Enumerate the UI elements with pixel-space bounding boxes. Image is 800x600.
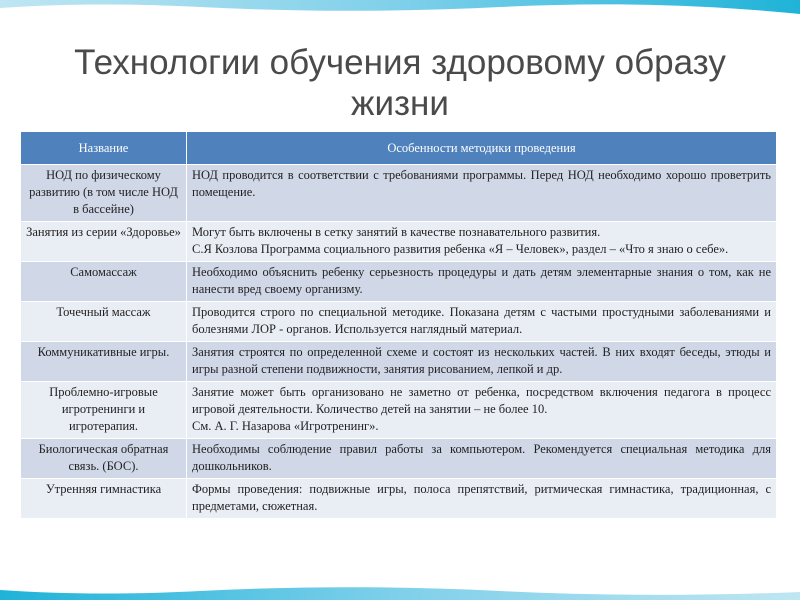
table-row bbox=[21, 222, 777, 262]
row-desc-cell: НОД проводится в соответствии с требованиями программы. Перед НОД необходимо хорошо проветрить помещение. bbox=[187, 165, 777, 222]
title-line-1: Технологии обучения здоровому образу bbox=[74, 43, 726, 82]
table-row bbox=[21, 382, 777, 439]
row-desc-line: Занятие может быть организовано не заметно от ребенка, посредством включения педагога в процесс игровой деятельности. Количество детей на занятии – не более 10. bbox=[192, 385, 771, 416]
table-row bbox=[21, 262, 777, 302]
row-name-cell: Утренняя гимнастика bbox=[21, 479, 187, 519]
table-header-row bbox=[21, 132, 777, 165]
row-desc-cell: Необходимы соблюдение правил работы за компьютером. Рекомендуется специальная методика для дошкольников. bbox=[187, 439, 777, 479]
row-name-cell: Занятия из серии «Здоровье» bbox=[21, 222, 187, 262]
bottom-wave-decoration bbox=[0, 580, 800, 600]
table-row bbox=[21, 439, 777, 479]
row-desc-line: См. А. Г. Назарова «Игротренинг». bbox=[192, 419, 379, 433]
row-desc-cell: Формы проведения: подвижные игры, полоса препятствий, ритмическая гимнастика, традиционная, с предметами, сюжетная. bbox=[187, 479, 777, 519]
row-name-cell: НОД по физическому развитию (в том числе НОД в бассейне) bbox=[21, 165, 187, 222]
table-row bbox=[21, 302, 777, 342]
row-name-cell: Коммуникативные игры. bbox=[21, 342, 187, 382]
title-line-2: жизни bbox=[351, 84, 449, 123]
row-desc-cell bbox=[187, 382, 777, 439]
row-desc-cell: Необходимо объяснить ребенку серьезность процедуры и дать детям элементарные знания о том, как не нанести вред своему организму. bbox=[187, 262, 777, 302]
table-row bbox=[21, 342, 777, 382]
header-features: Особенности методики проведения bbox=[187, 132, 777, 165]
row-desc-line: С.Я Козлова Программа социального развития ребенка «Я – Человек», раздел – «Что я знаю о себе». bbox=[192, 242, 729, 256]
page-title bbox=[0, 42, 800, 124]
methods-table bbox=[20, 131, 777, 519]
top-wave-decoration bbox=[0, 0, 800, 20]
row-name-cell: Биологическая обратная связь. (БОС). bbox=[21, 439, 187, 479]
table-row bbox=[21, 165, 777, 222]
row-desc-cell: Занятия строятся по определенной схеме и состоят из нескольких частей. В них входят беседы, этюды и игры разной степени подвижности, занятия рисованием, лепкой и др. bbox=[187, 342, 777, 382]
row-name-cell: Проблемно-игровые игротренинги и игротерапия. bbox=[21, 382, 187, 439]
row-desc-cell: Проводится строго по специальной методике. Показана детям с частыми простудными заболеваниями и болезнями ЛОР - органов. Используется наглядный материал. bbox=[187, 302, 777, 342]
row-name-cell: Самомассаж bbox=[21, 262, 187, 302]
header-name: Название bbox=[21, 132, 187, 165]
row-desc-line: Могут быть включены в сетку занятий в качестве познавательного развития. bbox=[192, 225, 601, 239]
row-name-cell: Точечный массаж bbox=[21, 302, 187, 342]
row-desc-cell bbox=[187, 222, 777, 262]
table-row bbox=[21, 479, 777, 519]
